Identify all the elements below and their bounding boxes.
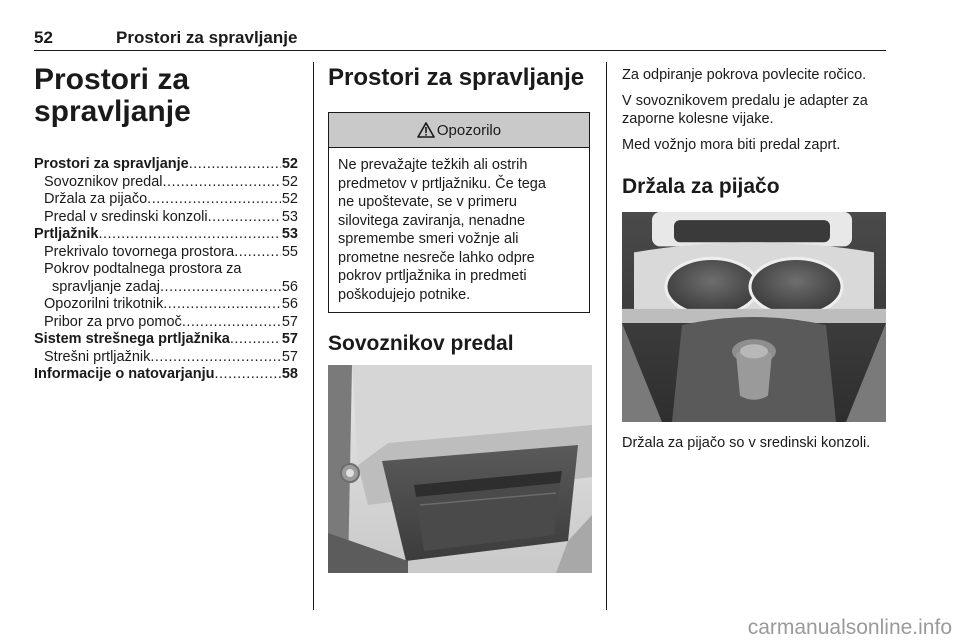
- toc-page: 58: [281, 366, 298, 382]
- toc-entry[interactable]: [34, 314, 298, 332]
- toc-entry[interactable]: [34, 191, 298, 209]
- warning-line: spremembe smeri vožnje ali: [338, 231, 519, 247]
- column-divider-1: [313, 62, 314, 610]
- toc-leader: [147, 191, 281, 209]
- toc-page: 53: [281, 226, 298, 242]
- toc-entry[interactable]: [34, 226, 298, 244]
- warning-box: [328, 112, 590, 313]
- toc-label: Sistem strešnega prtljažnika: [34, 331, 230, 347]
- toc-page: 57: [281, 331, 298, 347]
- toc-label: Opozorilni trikotnik: [44, 296, 164, 312]
- column-middle: [328, 64, 592, 573]
- toc-entry[interactable]: [34, 349, 298, 367]
- warning-line: ne upoštevate, se v primeru: [338, 194, 517, 210]
- toc-page: 52: [281, 156, 298, 172]
- warning-line: silovitega zaviranja, nenadne: [338, 212, 526, 229]
- warning-header: [329, 113, 589, 148]
- toc-label: Strešni prtljažnik: [44, 348, 151, 365]
- toc-page: 53: [281, 208, 298, 225]
- warning-text: [329, 148, 589, 312]
- toc-entry[interactable]: [34, 296, 298, 314]
- toc-page: 56: [281, 296, 298, 312]
- chapter-title-line-1: Prostori za: [34, 63, 190, 96]
- column-right: [622, 66, 886, 467]
- toc-entry[interactable]: [34, 174, 298, 192]
- toc-entry[interactable]: [34, 244, 298, 262]
- page-header: [34, 28, 886, 51]
- toc-label: Prostori za spravljanje: [34, 156, 189, 172]
- toc-label: spravljanje zadaj: [52, 278, 161, 295]
- toc-leader: [98, 226, 280, 244]
- toc-page: 52: [281, 191, 298, 207]
- column-divider-2: [606, 62, 607, 610]
- toc-leader: [150, 349, 280, 367]
- running-header-title: Prostori za spravljanje: [116, 28, 298, 47]
- toc-leader: [163, 296, 281, 314]
- page-number: 52: [34, 28, 53, 47]
- warning-triangle-icon: [417, 122, 435, 138]
- paragraph-keep-closed: Med vožnjo mora biti predal zaprt.: [622, 137, 841, 153]
- paragraph-adapter: V sovoznikovem predalu je adapter za zaporne kolesne vijake.: [622, 93, 868, 127]
- toc-label: Sovoznikov predal: [44, 173, 163, 190]
- toc-label: Prekrivalo tovornega prostora: [44, 243, 235, 260]
- warning-line: predmetov v prtljažniku. Če tega: [338, 175, 546, 192]
- glovebox-photo: [328, 365, 592, 573]
- toc-label: Prtljažnik: [34, 226, 99, 242]
- warning-line: Ne prevažajte težkih ali ostrih: [338, 157, 528, 173]
- toc-label: Informacije o natovarjanju: [34, 366, 215, 382]
- toc-leader: [189, 156, 281, 174]
- toc-leader: [234, 244, 281, 262]
- section-title: Prostori za spravljanje: [328, 64, 585, 91]
- toc-page: 52: [281, 173, 298, 190]
- toc-leader: [160, 279, 281, 297]
- chapter-title-line-2: spravljanje: [34, 95, 191, 128]
- paragraph-open-lid: Za odpiranje pokrova povlecite ročico.: [622, 67, 867, 83]
- toc-entry[interactable]: [34, 366, 298, 384]
- subsection-title-cupholders: Držala za pijačo: [622, 175, 780, 198]
- toc-label: Predal v sredinski konzoli: [44, 208, 208, 225]
- toc-page: 55: [281, 243, 298, 260]
- warning-line: prometne nesreče lahko odpre: [338, 249, 535, 266]
- toc-leader: [215, 366, 281, 384]
- subsection-title-glovebox: Sovoznikov predal: [328, 332, 514, 355]
- toc-entry[interactable]: [34, 209, 298, 227]
- warning-title: Opozorilo: [436, 121, 502, 139]
- toc-leader: [208, 209, 281, 227]
- warning-line: pokrov prtljažnika in predmeti: [338, 268, 527, 284]
- toc-leader: [163, 174, 281, 192]
- toc-page: 56: [281, 278, 298, 295]
- cupholder-photo: [622, 212, 886, 422]
- column-toc: [34, 64, 298, 384]
- cupholder-caption: Držala za pijačo so v sredinski konzoli.: [622, 435, 871, 451]
- watermark: carmanualsonline.info: [747, 616, 952, 639]
- toc-label: Držala za pijačo: [44, 191, 148, 207]
- warning-line: poškodujejo potnike.: [338, 286, 471, 303]
- chapter-title: [34, 64, 298, 128]
- toc-label: Pribor za prvo pomoč: [44, 313, 182, 330]
- toc-leader: [230, 331, 281, 349]
- toc-entry[interactable]: [34, 331, 298, 349]
- toc-page: 57: [281, 348, 298, 365]
- toc-label-continued[interactable]: Pokrov podtalnega prostora za: [44, 261, 242, 277]
- toc-leader: [182, 314, 281, 332]
- toc-entry[interactable]: [34, 156, 298, 174]
- toc-entry[interactable]: [34, 279, 298, 297]
- toc-page: 57: [281, 313, 298, 330]
